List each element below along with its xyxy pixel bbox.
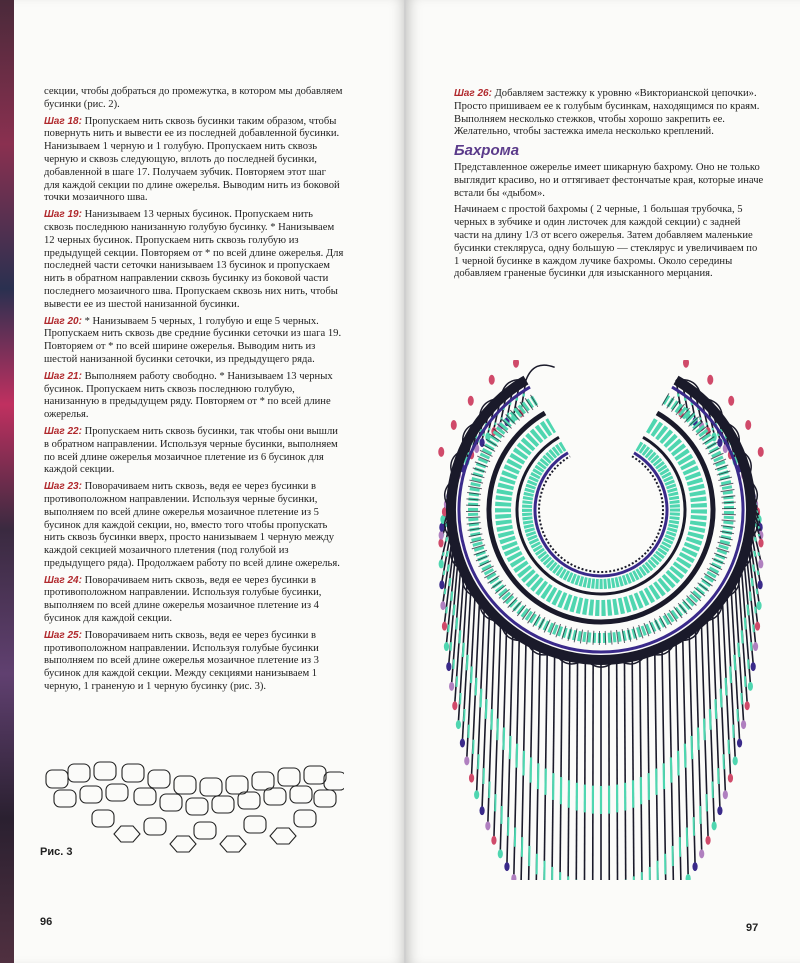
- step-label: Шаг 21:: [44, 370, 82, 382]
- figure-caption: Рис. 3: [40, 846, 73, 858]
- beaded-necklace-photo: [406, 360, 800, 880]
- step-label: Шаг 18:: [44, 115, 82, 127]
- figure-3-bead-diagram: [44, 760, 344, 855]
- step-text: Поворачиваем нить сквозь, ведя ее через бусинки в противоположном направлении. Используя голубые бусинки выполняем по всей длине ожерелья мозаичное плетение из 3 бусинок для каждой секции. Между секциями нанизываем 1 черную, 1 граненую и 1 черную бусинку (рис. 3).: [44, 629, 319, 693]
- step-label: Шаг 19:: [44, 209, 82, 221]
- fringe-paragraph-2: Начинаем с простой бахромы ( 2 черные, 1 большая трубочка, 5 черных в зубчике и один листочек для каждой секции) с задней части на длину 1/3 от всего ожерелья. Затем добавляем маленькие бусинки стекляруса, одну большую — стеклярус и увеличиваем по 1 черной бусинке в каждом лучике бахромы. Около середины добавляем граненые бусинки для изысканного мерцания.: [454, 204, 758, 280]
- step-paragraph: [44, 481, 344, 571]
- section-heading: Бахрома: [454, 142, 520, 160]
- adjacent-page-edge: [0, 0, 14, 963]
- step-paragraph: [44, 371, 344, 422]
- step-text: * Нанизываем 5 черных, 1 голубую и еще 5 черных. Пропускаем нить сквозь две средние бусинки сеточки из шага 19. Повторяем от * по всей ширине ожерелья. Выводим нить из шестой нанизанной бусинки сеточки, из предыдущего ряда.: [44, 315, 342, 365]
- left-page-number: 96: [40, 916, 53, 928]
- step-26-text: Добавляем застежку к уровню «Викторианской цепочки». Просто пришиваем ее к голубым бусинкам, находящимся по краям. Выполняем несколько стежков, чтобы хорошо закрепить ее. Желательно, чтобы застежка имела несколько креплений.: [454, 88, 760, 138]
- step-paragraph: [44, 575, 344, 626]
- step-text: Нанизываем 13 черных бусинок. Пропускаем нить сквозь последнюю нанизанную голубую бусинку. * Нанизываем 12 черных бусинок. Пропускаем нить сквозь голубую из предыдущей секции. Повторяем от * по всей длине ожерелья. Для последней части сеточки нанизываем 13 бусинок и пропускаем нить в обратном направлении сквозь бусинку из боковой части последнего мозаичного шва. Пропускаем сквозь них нить, чтобы вывести ее из шестой нанизанной бусинки.: [44, 209, 344, 310]
- step-26-paragraph: [454, 88, 764, 139]
- step-paragraph: [44, 116, 344, 206]
- left-page: [14, 0, 406, 963]
- step-label: Шаг 25:: [44, 629, 82, 641]
- step-text: Пропускаем нить сквозь бусинки таким образом, чтобы повернуть нить и вывести ее из последней добавленной бусинки. Нанизываем 1 черную и 1 голубую. Пропускаем нить сквозь черную и сквозь следующую, вплоть до последней бусинки, добавленной в шаге 17. Получаем зубчик. Повторяем этот шаг для каждой секции по длине ожерелья. Выводим нить из боковой точки мозаичного шва.: [44, 115, 340, 204]
- step-text: Поворачиваем нить сквозь, ведя ее через бусинки в противоположном направлении. Используя черные бусинки, выполняем по всей длине ожерелья мозаичное плетение из 5 бусинок для каждой секции, но, вместо того чтобы пропускать нить сквозь бусинки вверх, просто нанизываем 1 черную между каждой секцией мозаичного плетения (под голубой из предыдущего ряда). Продолжаем работу по всей длине ожерелья.: [44, 481, 340, 569]
- step-label: Шаг 20:: [44, 315, 82, 327]
- intro-paragraph: секции, чтобы добраться до промежутка, в котором мы добавляем бусинки (рис. 2).: [44, 86, 343, 110]
- fringe-paragraph-1: Представленное ожерелье имеет шикарную бахрому. Оно не только выглядит красиво, но и оттягивает фестончатые края, которые иначе встали бы «дыбом».: [454, 161, 764, 199]
- step-text: Пропускаем нить сквозь бусинки, так чтобы они вышли в обратном направлении. Используя черные бусинки, выполняем по всей длине ожерелья мозаичное плетение из 6 бусинок для каждой секции.: [44, 425, 338, 476]
- steps-list: [44, 116, 344, 694]
- step-label: Шаг 24:: [44, 574, 82, 586]
- right-page-text: [454, 88, 764, 285]
- step-paragraph: [44, 426, 344, 477]
- step-26-label: Шаг 26:: [454, 88, 492, 99]
- step-paragraph: [44, 630, 344, 694]
- left-page-text: [44, 86, 344, 698]
- step-label: Шаг 22:: [44, 425, 82, 437]
- step-label: Шаг 23:: [44, 481, 82, 493]
- step-text: Выполняем работу свободно. * Нанизываем 13 черных бусинок. Пропускаем нить сквозь последнюю голубую, нанизанную в предыдущем ряду. Повторяем от * по всей длине ожерелья.: [44, 370, 333, 421]
- right-page-number: 97: [746, 922, 759, 934]
- step-text: Поворачиваем нить сквозь, ведя ее через бусинки в противоположном направлении. Используя голубые бусинки, выполняем по всей длине ожерелья мозаичное плетение из 4 бусинок для каждой секции.: [44, 574, 322, 625]
- step-paragraph: [44, 316, 344, 367]
- right-page: [406, 0, 800, 963]
- step-paragraph: [44, 209, 344, 311]
